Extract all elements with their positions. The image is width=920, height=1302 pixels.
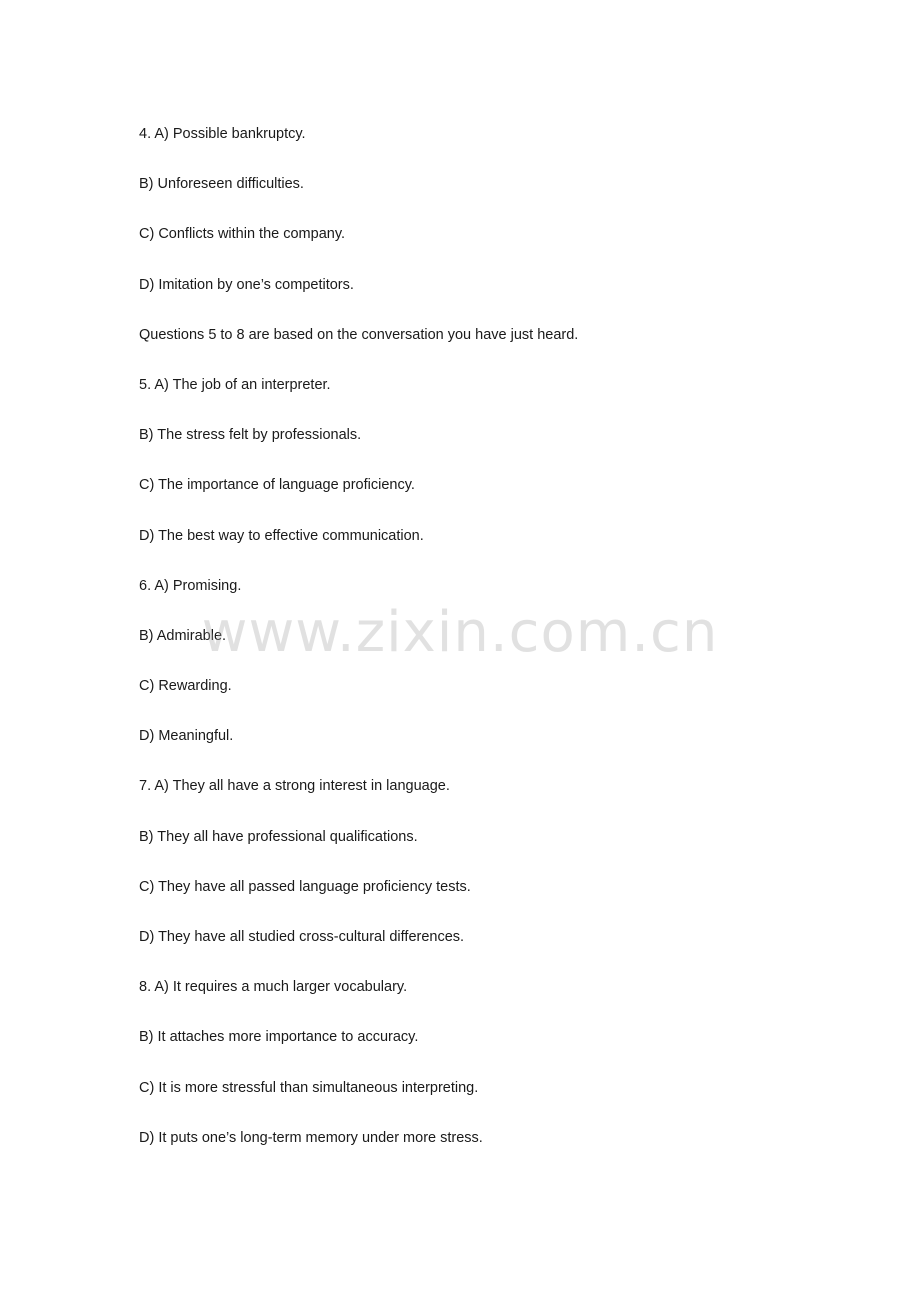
question-6-option-b: B) Admirable. xyxy=(139,627,227,644)
section-instruction: Questions 5 to 8 are based on the conversation you have just heard. xyxy=(139,326,579,343)
question-7-option-d: D) They have all studied cross-cultural differences. xyxy=(139,929,465,945)
question-4-option-d: D) Imitation by one’s competitors. xyxy=(139,276,354,293)
question-8-option-c: C) It is more stressful than simultaneous interpreting. xyxy=(139,1079,479,1096)
question-5-option-d: D) The best way to effective communication. xyxy=(139,527,424,544)
question-5-option-a: 5. A) The job of an interpreter. xyxy=(139,376,331,393)
question-8-option-a: 8. A) It requires a much larger vocabulary. xyxy=(139,979,408,996)
watermark-text: www.zixin.com.cn xyxy=(201,600,719,665)
question-5-option-b: B) The stress felt by professionals. xyxy=(139,427,362,444)
question-list xyxy=(139,123,839,1177)
question-6-option-d: D) Meaningful. xyxy=(139,728,234,745)
question-8-option-b: B) It attaches more importance to accuracy. xyxy=(139,1029,419,1046)
question-6-option-c: C) Rewarding. xyxy=(139,678,232,695)
question-4-option-c: C) Conflicts within the company. xyxy=(139,226,346,243)
question-8-option-d: D) It puts one’s long-term memory under more stress. xyxy=(139,1129,483,1146)
question-5-option-c: C) The importance of language proficiency. xyxy=(139,477,415,494)
question-6-option-a: 6. A) Promising. xyxy=(139,577,242,594)
question-7-option-c: C) They have all passed language proficiency tests. xyxy=(139,878,471,895)
question-4-option-a: 4. A) Possible bankruptcy. xyxy=(139,126,306,142)
question-7-option-a: 7. A) They all have a strong interest in language. xyxy=(139,778,450,795)
question-4-option-b: B) Unforeseen difficulties. xyxy=(139,176,304,193)
question-7-option-b: B) They all have professional qualifications. xyxy=(139,828,418,845)
